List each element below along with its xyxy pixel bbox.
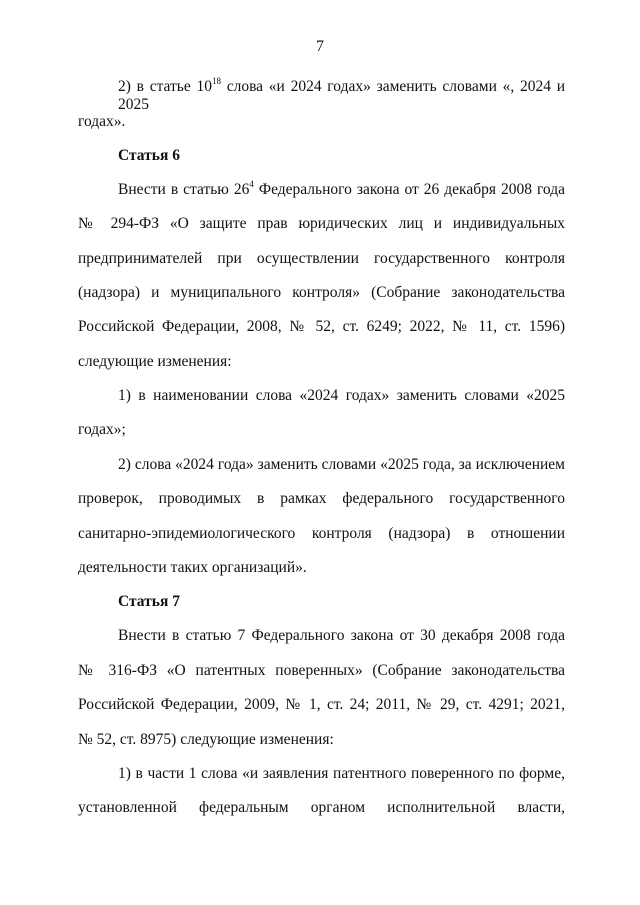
text-line: № 294-ФЗ «О защите прав юридических лиц и индивидуальных xyxy=(78,215,565,232)
text-line: годах»; xyxy=(78,421,126,438)
text-line: 1) в части 1 слова «и заявления патентного поверенного по форме, xyxy=(118,765,565,782)
text-line: 2) в статье $10^{18}$ слова «и 2024 годах» заменить словами «, 2024 и 2025 xyxy=(118,75,565,113)
text-line: 1) в наименовании слова «2024 годах» заменить словами «2025 xyxy=(118,387,565,404)
article-heading: Статья 6 xyxy=(118,147,180,164)
text-line: 2) слова «2024 года» заменить словами «2025 года, за исключением xyxy=(118,456,565,473)
article-heading: Статья 7 xyxy=(118,593,180,610)
text-line: годах». xyxy=(78,113,126,130)
text-line: предпринимателей при осуществлении государственного контроля xyxy=(78,250,565,267)
text-line: Внести в статью 7 Федерального закона от 30 декабря 2008 года xyxy=(118,627,565,644)
page-number: 7 xyxy=(316,38,324,55)
text-line: проверок, проводимых в рамках федерального государственного xyxy=(78,490,565,507)
text-line: № 52, ст. 8975) следующие изменения: xyxy=(78,731,334,748)
text-line: следующие изменения: xyxy=(78,353,232,370)
text-line: санитарно-эпидемиологического контроля (надзора) в отношении xyxy=(78,525,565,542)
text-line: деятельности таких организаций». xyxy=(78,559,307,576)
text-line: установленной федеральным органом исполнительной власти, xyxy=(78,799,565,816)
text-line: Российской Федерации, 2009, № 1, ст. 24; 2011, № 29, ст. 4291; 2021, xyxy=(78,696,565,713)
text-line: № 316-ФЗ «О патентных поверенных» (Собрание законодательства xyxy=(78,662,565,679)
superscript: 4 xyxy=(249,178,254,189)
text-line: (надзора) и муниципального контроля» (Собрание законодательства xyxy=(78,284,565,301)
text-line: Российской Федерации, 2008, № 52, ст. 6249; 2022, № 11, ст. 1596) xyxy=(78,318,565,335)
text-line: Внести в статью $26^4$ Федерального закона от 26 декабря 2008 года xyxy=(118,178,565,198)
superscript: 18 xyxy=(211,75,221,86)
